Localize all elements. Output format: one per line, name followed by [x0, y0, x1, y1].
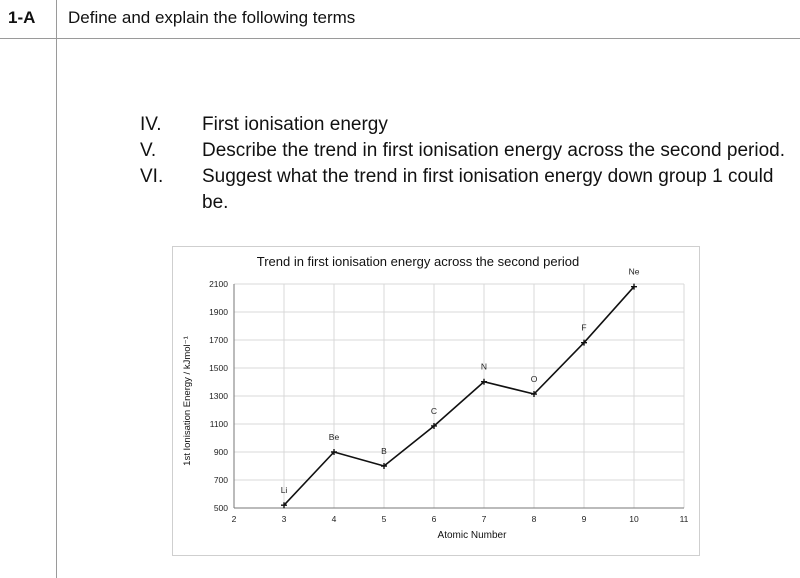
point-label: F [581, 322, 587, 333]
point-label: C [430, 405, 438, 416]
list-item [140, 164, 790, 216]
point-label: Ne [628, 266, 640, 277]
y-axis-label: 1st Ionisation Energy / kJmol⁻¹ [182, 336, 193, 466]
y-tick-label: 1900 [209, 307, 228, 317]
x-tick-label: 4 [331, 514, 337, 524]
question-number: 1-A [8, 8, 36, 27]
item-numeral: VI. [140, 166, 164, 187]
point-label: N [480, 361, 488, 372]
x-tick-label: 2 [231, 514, 237, 524]
item-numeral: IV. [140, 114, 162, 135]
point-label: O [530, 374, 538, 385]
question-list [140, 112, 790, 216]
point-label: Be [328, 432, 340, 442]
x-tick-label: 11 [679, 514, 689, 524]
x-tick-label: 6 [431, 514, 437, 524]
chart-svg [172, 246, 700, 556]
x-tick-label: 9 [581, 514, 587, 524]
x-tick-label: 3 [281, 514, 287, 524]
point-label: B [381, 446, 387, 456]
item-text: Describe the trend in first ionisation energy across the second period. [202, 140, 785, 161]
ionisation-energy-chart [172, 246, 700, 556]
list-item [140, 112, 790, 138]
y-tick-label: 2100 [209, 279, 228, 289]
y-tick-label: 1700 [209, 335, 228, 345]
y-tick-label: 700 [213, 475, 228, 485]
y-tick-label: 900 [213, 447, 228, 457]
x-tick-label: 7 [481, 514, 487, 524]
chart-frame [173, 247, 700, 556]
x-tick-label: 10 [629, 514, 639, 524]
x-tick-label: 5 [381, 514, 387, 524]
header-divider [0, 38, 800, 39]
x-tick-label: 8 [531, 514, 537, 524]
point-label: Li [280, 485, 288, 496]
question-heading: Define and explain the following terms [68, 8, 356, 27]
item-numeral: V. [140, 140, 157, 161]
y-tick-label: 1100 [209, 419, 228, 429]
x-axis-label: Atomic Number [437, 530, 507, 541]
item-text: Suggest what the trend in first ionisation energy down group 1 could be. [202, 166, 774, 213]
y-tick-label: 500 [213, 503, 228, 513]
item-text: First ionisation energy [202, 114, 388, 135]
list-item [140, 138, 790, 164]
column-divider [56, 0, 57, 578]
y-tick-label: 1300 [209, 391, 228, 401]
y-tick-label: 1500 [209, 363, 228, 373]
chart-title: Trend in first ionisation energy across the second period [256, 254, 580, 269]
